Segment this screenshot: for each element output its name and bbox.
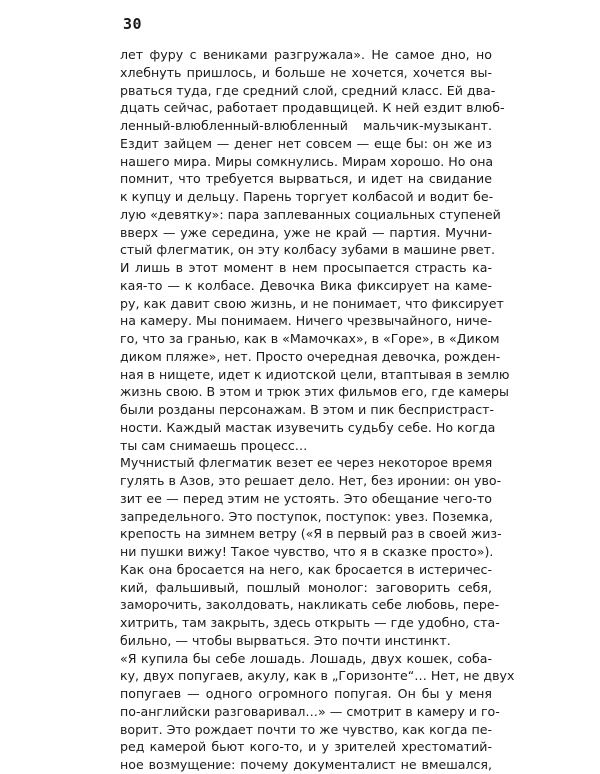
text-line: дцать сейчас, работает продавщицей. К ней ездит влюб-: [120, 100, 505, 116]
page-number: 30: [123, 15, 143, 33]
text-line: лет фуру с вениками разгружала». Не самое дно, но: [120, 47, 492, 62]
text-line: ленный-влюбленный-влюбленный мальчик-музыкант.: [120, 118, 492, 133]
text-line: на камеру. Мы понимаем. Ничего чрезвычайного, ниче-: [120, 313, 492, 329]
text-line: нашего мира. Миры сомкнулись. Мирам хорошо. Но она: [120, 153, 494, 169]
text-line: бильно, — чтобы вырваться. Это почти инстинкт.: [120, 632, 451, 648]
text-line: ты сам снимаешь процесс…: [120, 437, 308, 453]
text-line: И лишь в этот момент в нем просыпается страсть ка-: [120, 260, 492, 275]
text-line: кий, фальшивый, пошлый монолог: заговорить себя,: [120, 579, 492, 595]
text-line: ред камерой бьют кого-то, и у зрителей хрестоматий-: [120, 739, 492, 755]
text-line: хитрить, там закрыть, здесь открыть — где удобно, ста-: [120, 615, 500, 630]
text-line: ру, как давит свою жизнь, и не понимает, что фиксирует: [120, 295, 504, 311]
text-line: стый флегматик, он эту колбасу зубами в машине рвет.: [120, 242, 495, 258]
text-line: жизнь свою. В этом и трюк этих фильмов его, где камеры: [120, 384, 509, 400]
text-line: крепость на зимнем ветру («Я в первый раз в своей жиз-: [120, 526, 502, 542]
text-line: запредельного. Это поступок, поступок: увез. Поземка,: [120, 508, 493, 524]
text-line: хлебнуть пришлось, и больше не хочется, хочется вы-: [120, 64, 492, 80]
text-line: лую «девятку»: пара заплеванных социальных ступеней: [120, 206, 501, 222]
text-line: ное возмущение: почему документалист не вмешался,: [120, 757, 492, 772]
text-line: помнит, что требуется вырваться, и идет на свидание: [120, 171, 492, 187]
text-line: ворит. Это рождает почти то же чувство, как когда пе-: [120, 721, 492, 737]
text-line: зит ее — перед этим не устоять. Это обещание чего-то: [120, 490, 492, 506]
text-line: Ездит зайцем — денег нет совсем — еще бы: он же из: [120, 135, 492, 151]
text-line: были розданы персонажам. В этом и пик беспристраст-: [120, 402, 495, 417]
text-body: [120, 46, 515, 774]
text-line: ности. Каждый мастак изувечить судьбу себе. Но когда: [120, 419, 496, 435]
text-line: го, что за гранью, как в «Мамочках», в «Горе», в «Диком: [120, 331, 500, 346]
text-line: ная в нищете, идет к идиотской цели, втаптывая в землю: [120, 366, 510, 382]
text-line: гулять в Азов, это решает дело. Нет, без иронии: он уво-: [120, 473, 502, 488]
text-line: ку, двух попугаев, акулу, как в „Горизонте“… Нет, не двух: [120, 668, 515, 684]
text-line: заморочить, заколдовать, накликать себе любовь, пере-: [120, 597, 500, 613]
text-line: Мучнистый флегматик везет ее через некоторое время: [120, 455, 493, 471]
text-line: вверх — уже середина, уже не край — партия. Мучни-: [120, 224, 492, 240]
text-line: кая-то — к колбасе. Девочка Вика фиксирует на каме-: [120, 277, 492, 293]
text-line: по-английски разговаривал…» — смотрит в камеру и го-: [120, 703, 500, 719]
text-line: «Я купила бы себе лошадь. Лошадь, двух кошек, соба-: [120, 650, 492, 666]
text-line: к купцу и дельцу. Парень торгует колбасой и водит бе-: [120, 189, 494, 204]
text-line: попугаев — одного огромного попугая. Он бы у меня: [120, 686, 492, 701]
text-line: ни пушки вижу! Такое чувство, что я в сказке просто»).: [120, 544, 494, 559]
text-line: диком пляже», нет. Просто очередная девочка, рожден-: [120, 348, 501, 364]
text-line: рваться туда, где средний слой, средний класс. Ей два-: [120, 82, 496, 98]
text-line: Как она бросается на него, как бросается в истеричес-: [120, 561, 492, 577]
